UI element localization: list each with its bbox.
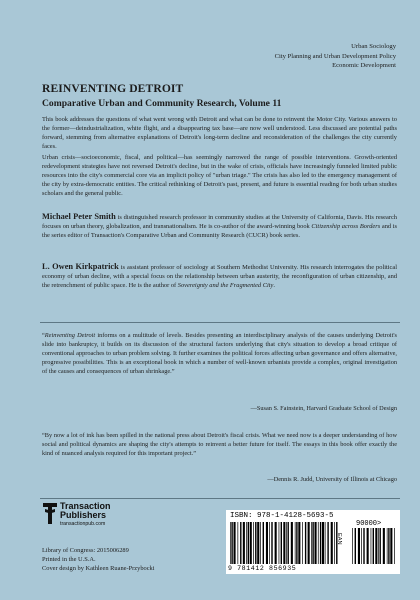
barcode-bar — [327, 522, 328, 564]
barcode-bar — [308, 522, 310, 564]
barcode-bar — [275, 522, 277, 564]
barcode-bar — [286, 522, 287, 564]
barcode-bar — [255, 522, 256, 564]
publisher-mark-icon — [42, 500, 58, 528]
publisher-name-line: Transaction — [60, 501, 111, 511]
quote-attribution: —Dennis R. Judd, University of Illinois at Chicago — [267, 476, 397, 483]
barcode-bar — [312, 522, 313, 564]
ean-digits: 9 781412 856935 — [228, 565, 297, 572]
barcode-bar — [279, 522, 280, 564]
author-bio-text: and is the series editor of Transaction's Comparative Urban and Community Research (CUCR) book series. — [42, 223, 398, 240]
imprint-line: Cover design by Kathleen Ruane-Przybocki — [42, 565, 155, 572]
ean-barcode — [230, 522, 338, 564]
barcode-bar — [231, 522, 232, 564]
barcode-bar — [311, 522, 312, 564]
publisher-url: transactionpub.com — [60, 521, 106, 527]
barcode-bar — [240, 522, 241, 564]
publisher-name-line: Publishers — [60, 510, 107, 521]
barcode-bar — [266, 522, 268, 564]
barcode-bar — [358, 528, 360, 564]
ean-label: EAN — [336, 533, 342, 545]
barcode-bar — [281, 522, 282, 564]
barcode-bar — [288, 522, 289, 564]
barcode-bar — [250, 522, 252, 564]
barcode-bar — [238, 522, 239, 564]
author-bio-text: is distinguished research professor in community studies at the University of California, Davis. His research focuses on urban theory, globalization, and transnationalism. He is co-author of the award-winning book — [42, 214, 398, 231]
barcode-bar — [243, 522, 245, 564]
barcode-bar — [296, 522, 297, 564]
barcode-bar — [363, 528, 364, 564]
quote-mark: “ — [42, 332, 45, 339]
subject-item: City Planning and Urban Development Policy — [274, 52, 396, 60]
barcode-bar — [361, 528, 362, 564]
barcode-bar — [291, 522, 293, 564]
review-quote — [42, 332, 397, 377]
publisher-logo — [42, 500, 122, 530]
barcode-bar — [394, 528, 395, 564]
author-bio-text: is assistant professor of sociology at Southern Methodist University. His research interrogates the political economy of urban decline, with a special focus on the relationship between urban austerity, the reconfiguration of urban citizenship, and the retrenchment of public space. He is the author of — [42, 264, 397, 290]
barcode-bar — [331, 522, 333, 564]
price-addon-code: 90000> — [356, 520, 382, 528]
subject-item: Urban Sociology — [351, 43, 396, 50]
barcode-bar — [352, 528, 353, 564]
barcode-bar — [388, 528, 389, 564]
barcode-bar — [305, 522, 306, 564]
addon-barcode — [352, 528, 396, 564]
series-subtitle: Comparative Urban and Community Research, Volume 11 — [42, 98, 282, 109]
barcode-bar — [318, 522, 319, 564]
barcode-bar — [355, 528, 356, 564]
author-name: L. Owen Kirkpatrick — [42, 262, 119, 271]
barcode-bar — [334, 522, 335, 564]
barcode-bar — [298, 522, 300, 564]
barcode-bar — [315, 522, 317, 564]
barcode-bar — [367, 528, 369, 564]
barcode-bar — [248, 522, 249, 564]
barcode-bar — [375, 528, 377, 564]
barcode-bar — [234, 522, 236, 564]
barcode-bar — [246, 522, 247, 564]
barcode-bar — [373, 528, 374, 564]
quote-attribution: —Susan S. Fainstein, Harvard Graduate School of Design — [250, 405, 397, 412]
barcode-bar — [283, 522, 285, 564]
barcode-bar — [383, 528, 385, 564]
author-name: Michael Peter Smith — [42, 212, 116, 221]
barcode-bar — [302, 522, 303, 564]
barcode-bar — [322, 522, 324, 564]
author-bio — [42, 262, 397, 290]
imprint-line: Library of Congress: 2015006289 — [42, 547, 129, 554]
barcode-bar — [260, 522, 261, 564]
barcode-bar — [271, 522, 272, 564]
barcode-bar — [253, 522, 254, 564]
author-book-title: Citizenship across Borders — [311, 223, 381, 231]
barcode-bar — [295, 522, 296, 564]
barcode-bar — [387, 528, 388, 564]
barcode-bar — [325, 522, 326, 564]
barcode-bar — [320, 522, 321, 564]
barcode-bar — [390, 528, 392, 564]
barcode-bar — [230, 522, 231, 564]
barcode-bar — [269, 522, 270, 564]
divider — [40, 322, 400, 323]
description-paragraph: Urban crisis—socioeconomic, fiscal, and political—has seemingly narrowed the range of possible interventions. Growth-oriented redevelopment strategies have not reversed Detroit's decline, but in the wake of crisis, officials have increasingly funneled limited public resources into the city's commercial core via an implicit policy of "urban triage." The crisis has also led to the emergency management of the city by extra-democratic entities. The critical rethinking of Detroit's past, present, and future is essential reading for both urban studies scholars and the general public. — [42, 154, 397, 198]
divider — [40, 498, 400, 499]
review-quote — [42, 432, 397, 459]
barcode-bar — [380, 528, 381, 564]
barcode-panel — [226, 510, 400, 574]
publisher-name — [60, 502, 111, 521]
imprint-line: Printed in the U.S.A. — [42, 556, 96, 563]
description-paragraph: This book addresses the questions of what went wrong with Detroit and what can be done to reinvent the Motor City. Various answers to the former—deindustrialization, white flight, and a disappearing tax base—are now well understood. Less discussed are potential paths forward, stemming from alternative explanations of Detroit's long-term decline and reconsideration of the challenges the city currently faces. — [42, 116, 397, 151]
quoted-book-title: Reinventing Detroit — [44, 332, 96, 339]
author-bio-text: . — [273, 282, 275, 290]
subject-item: Economic Development — [332, 62, 396, 70]
barcode-bar — [263, 522, 264, 564]
author-book-title: Sovereignty and the Fragmented City — [177, 282, 274, 290]
barcode-bar — [371, 528, 372, 564]
barcode-bar — [257, 522, 259, 564]
quote-text: “By now a lot of ink has been spilled in the national press about Detroit's fiscal crisis. What we need now is a deeper understanding of how social and political dynamics are shaping the city's attempts to reinvent a better future for itself. The essays in this book offer exactly the kind of nuanced analysis required for this important project.” — [42, 432, 397, 457]
subject-categories — [275, 42, 396, 71]
author-bio — [42, 212, 397, 240]
barcode-bar — [378, 528, 379, 564]
book-title: REINVENTING DETROIT — [42, 82, 184, 95]
quote-text: informs on a multitude of levels. Besides presenting an interdisciplinary analysis of the causes underlying Detroit's slide into bankruptcy, it builds on its discussion of the structural factors underlying that city's situation to develop a broad critique of conventional approaches to urban problem solving. It further examines the political forces affecting urban governance and offers alternative, progressive possibilities. This is an exceptional book in which a number of well-known urbanists provide a complex, original investigation of the causes and consequences of urban shrinkage.” — [42, 332, 397, 375]
isbn-label: ISBN: 978-1-4128-5693-5 — [230, 512, 334, 520]
imprint-info — [42, 546, 155, 573]
